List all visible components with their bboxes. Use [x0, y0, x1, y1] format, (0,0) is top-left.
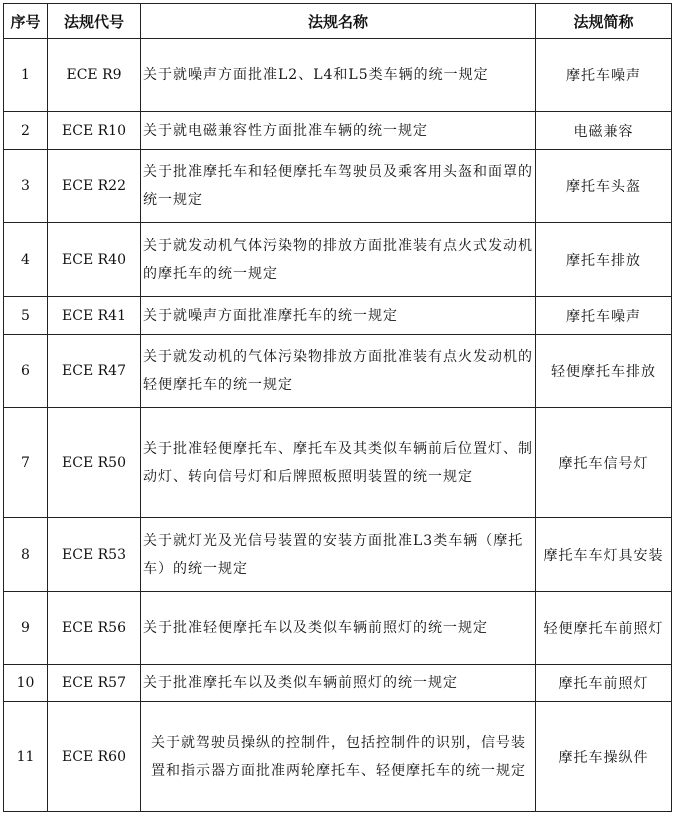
cell-code: ECE R9	[48, 39, 141, 112]
cell-name: 关于批准轻便摩托车以及类似车辆前照灯的统一规定	[141, 592, 536, 665]
cell-code: ECE R22	[48, 150, 141, 223]
cell-code: ECE R41	[48, 297, 141, 335]
table-row	[4, 297, 672, 335]
header-row	[4, 4, 672, 39]
cell-no: 4	[4, 223, 48, 297]
cell-no: 5	[4, 297, 48, 335]
table-row	[4, 335, 672, 408]
table-row	[4, 702, 672, 812]
header-no: 序号	[4, 4, 48, 39]
cell-no: 10	[4, 665, 48, 702]
cell-name: 关于就驾驶员操纵的控制件，包括控制件的识别，信号装置和指示器方面批准两轮摩托车、轻便摩托车的统一规定	[141, 702, 536, 812]
cell-short: 摩托车车灯具安装	[536, 518, 672, 592]
header-code: 法规代号	[48, 4, 141, 39]
table-row	[4, 112, 672, 150]
cell-short: 轻便摩托车前照灯	[536, 592, 672, 665]
regulations-table	[3, 3, 672, 812]
cell-name: 关于就发动机气体污染物的排放方面批准装有点火式发动机的摩托车的统一规定	[141, 223, 536, 297]
cell-no: 7	[4, 408, 48, 518]
cell-code: ECE R50	[48, 408, 141, 518]
cell-code: ECE R56	[48, 592, 141, 665]
header-name: 法规名称	[141, 4, 536, 39]
cell-name: 关于就噪声方面批准摩托车的统一规定	[141, 297, 536, 335]
cell-name: 关于就电磁兼容性方面批准车辆的统一规定	[141, 112, 536, 150]
cell-code: ECE R47	[48, 335, 141, 408]
cell-no: 9	[4, 592, 48, 665]
cell-no: 1	[4, 39, 48, 112]
header-short: 法规简称	[536, 4, 672, 39]
cell-name: 关于批准摩托车和轻便摩托车驾驶员及乘客用头盔和面罩的统一规定	[141, 150, 536, 223]
cell-no: 11	[4, 702, 48, 812]
table-row	[4, 592, 672, 665]
cell-short: 摩托车头盔	[536, 150, 672, 223]
cell-name: 关于就发动机的气体污染物排放方面批准装有点火发动机的轻便摩托车的统一规定	[141, 335, 536, 408]
table-row	[4, 518, 672, 592]
cell-short: 轻便摩托车排放	[536, 335, 672, 408]
cell-code: ECE R10	[48, 112, 141, 150]
cell-code: ECE R60	[48, 702, 141, 812]
cell-no: 8	[4, 518, 48, 592]
table-row	[4, 665, 672, 702]
cell-short: 摩托车噪声	[536, 297, 672, 335]
table-row	[4, 408, 672, 518]
cell-short: 摩托车操纵件	[536, 702, 672, 812]
cell-short: 摩托车前照灯	[536, 665, 672, 702]
table-row	[4, 223, 672, 297]
cell-short: 摩托车信号灯	[536, 408, 672, 518]
cell-code: ECE R40	[48, 223, 141, 297]
cell-name: 关于批准轻便摩托车、摩托车及其类似车辆前后位置灯、制动灯、转向信号灯和后牌照板照明装置的统一规定	[141, 408, 536, 518]
cell-name: 关于就噪声方面批准L2、L4和L5类车辆的统一规定	[141, 39, 536, 112]
table-row	[4, 39, 672, 112]
cell-name: 关于批准摩托车以及类似车辆前照灯的统一规定	[141, 665, 536, 702]
cell-no: 6	[4, 335, 48, 408]
cell-short: 摩托车噪声	[536, 39, 672, 112]
cell-code: ECE R57	[48, 665, 141, 702]
cell-no: 2	[4, 112, 48, 150]
cell-code: ECE R53	[48, 518, 141, 592]
table-row	[4, 150, 672, 223]
cell-name: 关于就灯光及光信号装置的安装方面批准L3类车辆（摩托车）的统一规定	[141, 518, 536, 592]
cell-no: 3	[4, 150, 48, 223]
cell-short: 摩托车排放	[536, 223, 672, 297]
cell-short: 电磁兼容	[536, 112, 672, 150]
